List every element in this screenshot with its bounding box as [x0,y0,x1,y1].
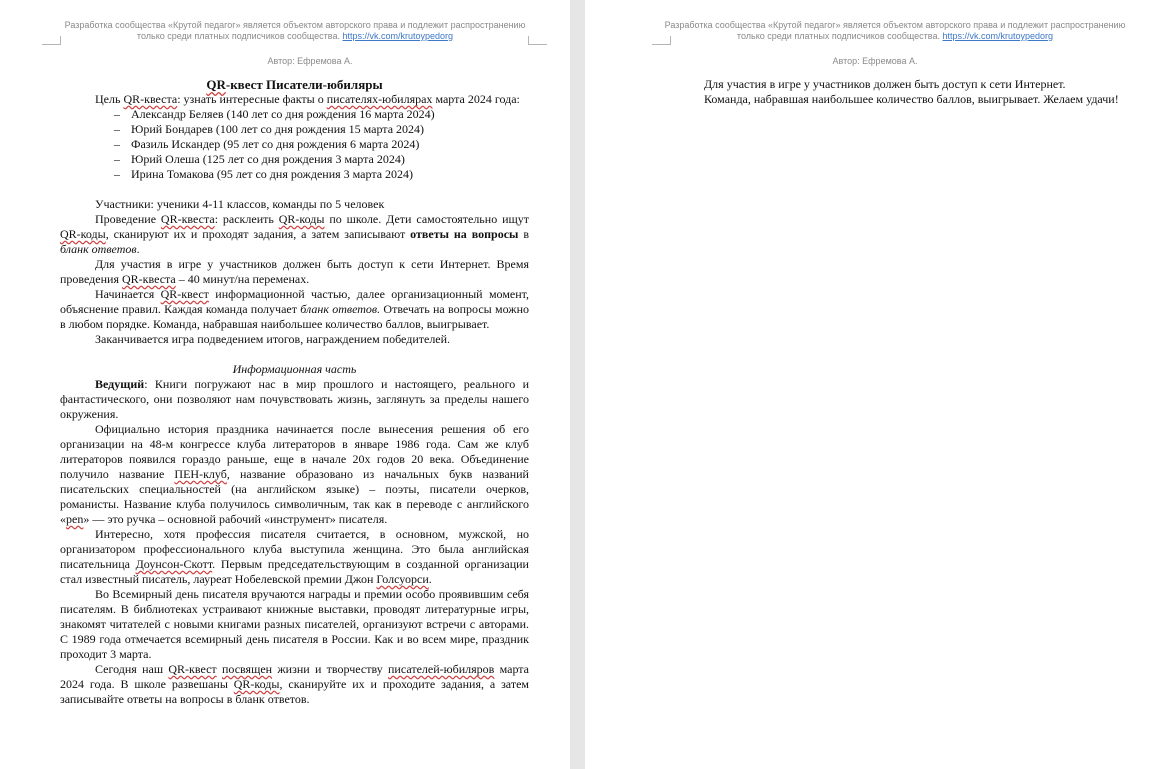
copyright-line-2: только среди платных подписчиков сообщества. https://vk.com/krutoypedorg [136,31,454,41]
author-line: Автор: Ефремова А. [267,56,353,66]
document-title: QR-квест Писатели-юбиляры [206,77,383,92]
page-1-body [60,77,529,707]
corner-mark [528,36,547,45]
history-paragraph: Официально история праздника начинается после вынесения решения об его организации на 48-м конгрессе клуба литераторов в январе 1986 года. Сам же клуб литераторов появился гораздо раньше, еще в начале 20х годов 20 века. Объединение получило название ПЕН-клуб, название образовано из начальных букв названий писательских специальностей (на английском языке) – поэты, писатели очерков, романисты. Название клуба получилось символичным, так как в переводе с английского «pen» — это ручка – основной рабочий «инструмент» писателя. [60,422,529,526]
team-win-paragraph: Команда, набравшая наибольшее количество баллов, выигрывает. Желаем удачи! [704,92,1119,106]
corner-mark [42,36,61,45]
participants-paragraph: Участники: ученики 4-11 классов, команды по 5 человек [95,197,385,211]
internet-paragraph: Для участия в игре у участников должен быть доступ к сети Интернет. Время проведения QR-квеста – 40 минут/на переменах. [60,257,529,286]
copyright-line-1: Разработка сообщества «Крутой педагог» является объектом авторского права и подлежит распространению [64,20,526,30]
page-2-body [669,77,1138,107]
document-page-1 [0,0,570,769]
list-item: – Ирина Томакова (95 лет со дня рождения 3 марта 2024) [114,167,529,182]
community-link[interactable]: https://vk.com/krutoypedorg [942,31,1054,41]
conduct-paragraph: Проведение QR-квеста: расклеить QR-коды по школе. Дети самостоятельно ищут QR-коды, сканируют их и проходят задания, а затем записывают ответы на вопросы в бланк ответов. [60,212,530,256]
copyright-line-1: Разработка сообщества «Крутой педагог» является объектом авторского права и подлежит распространению [664,20,1126,30]
author-line: Автор: Ефремова А. [832,56,918,66]
writers-list [60,107,529,182]
list-item: – Юрий Олеша (125 лет со дня рождения 3 марта 2024) [114,152,529,167]
corner-mark [652,36,671,45]
list-item: – Юрий Бондарев (100 лет со дня рождения 15 марта 2024) [114,122,529,137]
host-paragraph: Ведущий: Книги погружают нас в мир прошлого и настоящего, реального и фантастического, они позволяют нам почувствовать жизнь, заглянуть за пределы нашего окружения. [60,377,529,421]
list-item: – Александр Беляев (140 лет со дня рождения 16 марта 2024) [114,107,529,122]
start-paragraph: Начинается QR-квест информационной частью, далее организационный момент, объяснение правил. Каждая команда получает бланк ответов. Отвечать на вопросы можно в любом порядке. Команда, набравшая наибольшее количество баллов, выигрывает. [60,287,530,331]
section-heading: Информационная часть [232,362,357,376]
world-day-paragraph: Во Всемирный день писателя вручаются награды и премии особо проявившим себя писателям. В библиотеках устраивают книжные выставки, проводят литературные игры, знакомят читателей с новыми книгами разных писателей, организуют встречи с авторами. С 1989 года отмечается всемирный день писателя в России. Как и во всем мире, праздник проходит 3 марта. [60,587,529,661]
internet-paragraph: Для участия в игре у участников должен быть доступ к сети Интернет. [704,77,1066,91]
document-page-2 [585,0,1153,769]
community-link[interactable]: https://vk.com/krutoypedorg [342,31,454,41]
list-item: – Фазиль Искандер (95 лет со дня рождения 6 марта 2024) [114,137,529,152]
copyright-line-2: только среди платных подписчиков сообщества. https://vk.com/krutoypedorg [736,31,1054,41]
interest-paragraph: Интересно, хотя профессия писателя считается, в основном, мужской, но организатором профессионального клуба выступила женщина. Это была английская писательница Доунсон-Скотт. Первым председательствующим в созданной организации стал известный писатель, лауреат Нобелевской премии Джон Голсуорси. [60,527,529,586]
ending-paragraph: Заканчивается игра подведением итогов, награждением победителей. [95,332,451,346]
copyright-notice [45,20,545,42]
copyright-notice [655,20,1135,42]
goal-paragraph: Цель QR-квеста: узнать интересные факты о писателях-юбилярах марта 2024 года: [95,92,520,106]
today-paragraph: Сегодня наш QR-квест посвящен жизни и творчеству писателей-юбиляров марта 2024 года. В школе развешаны QR-коды, сканируйте их и проходите задания, а затем записывайте ответы на вопросы в бланк ответов. [60,662,530,706]
